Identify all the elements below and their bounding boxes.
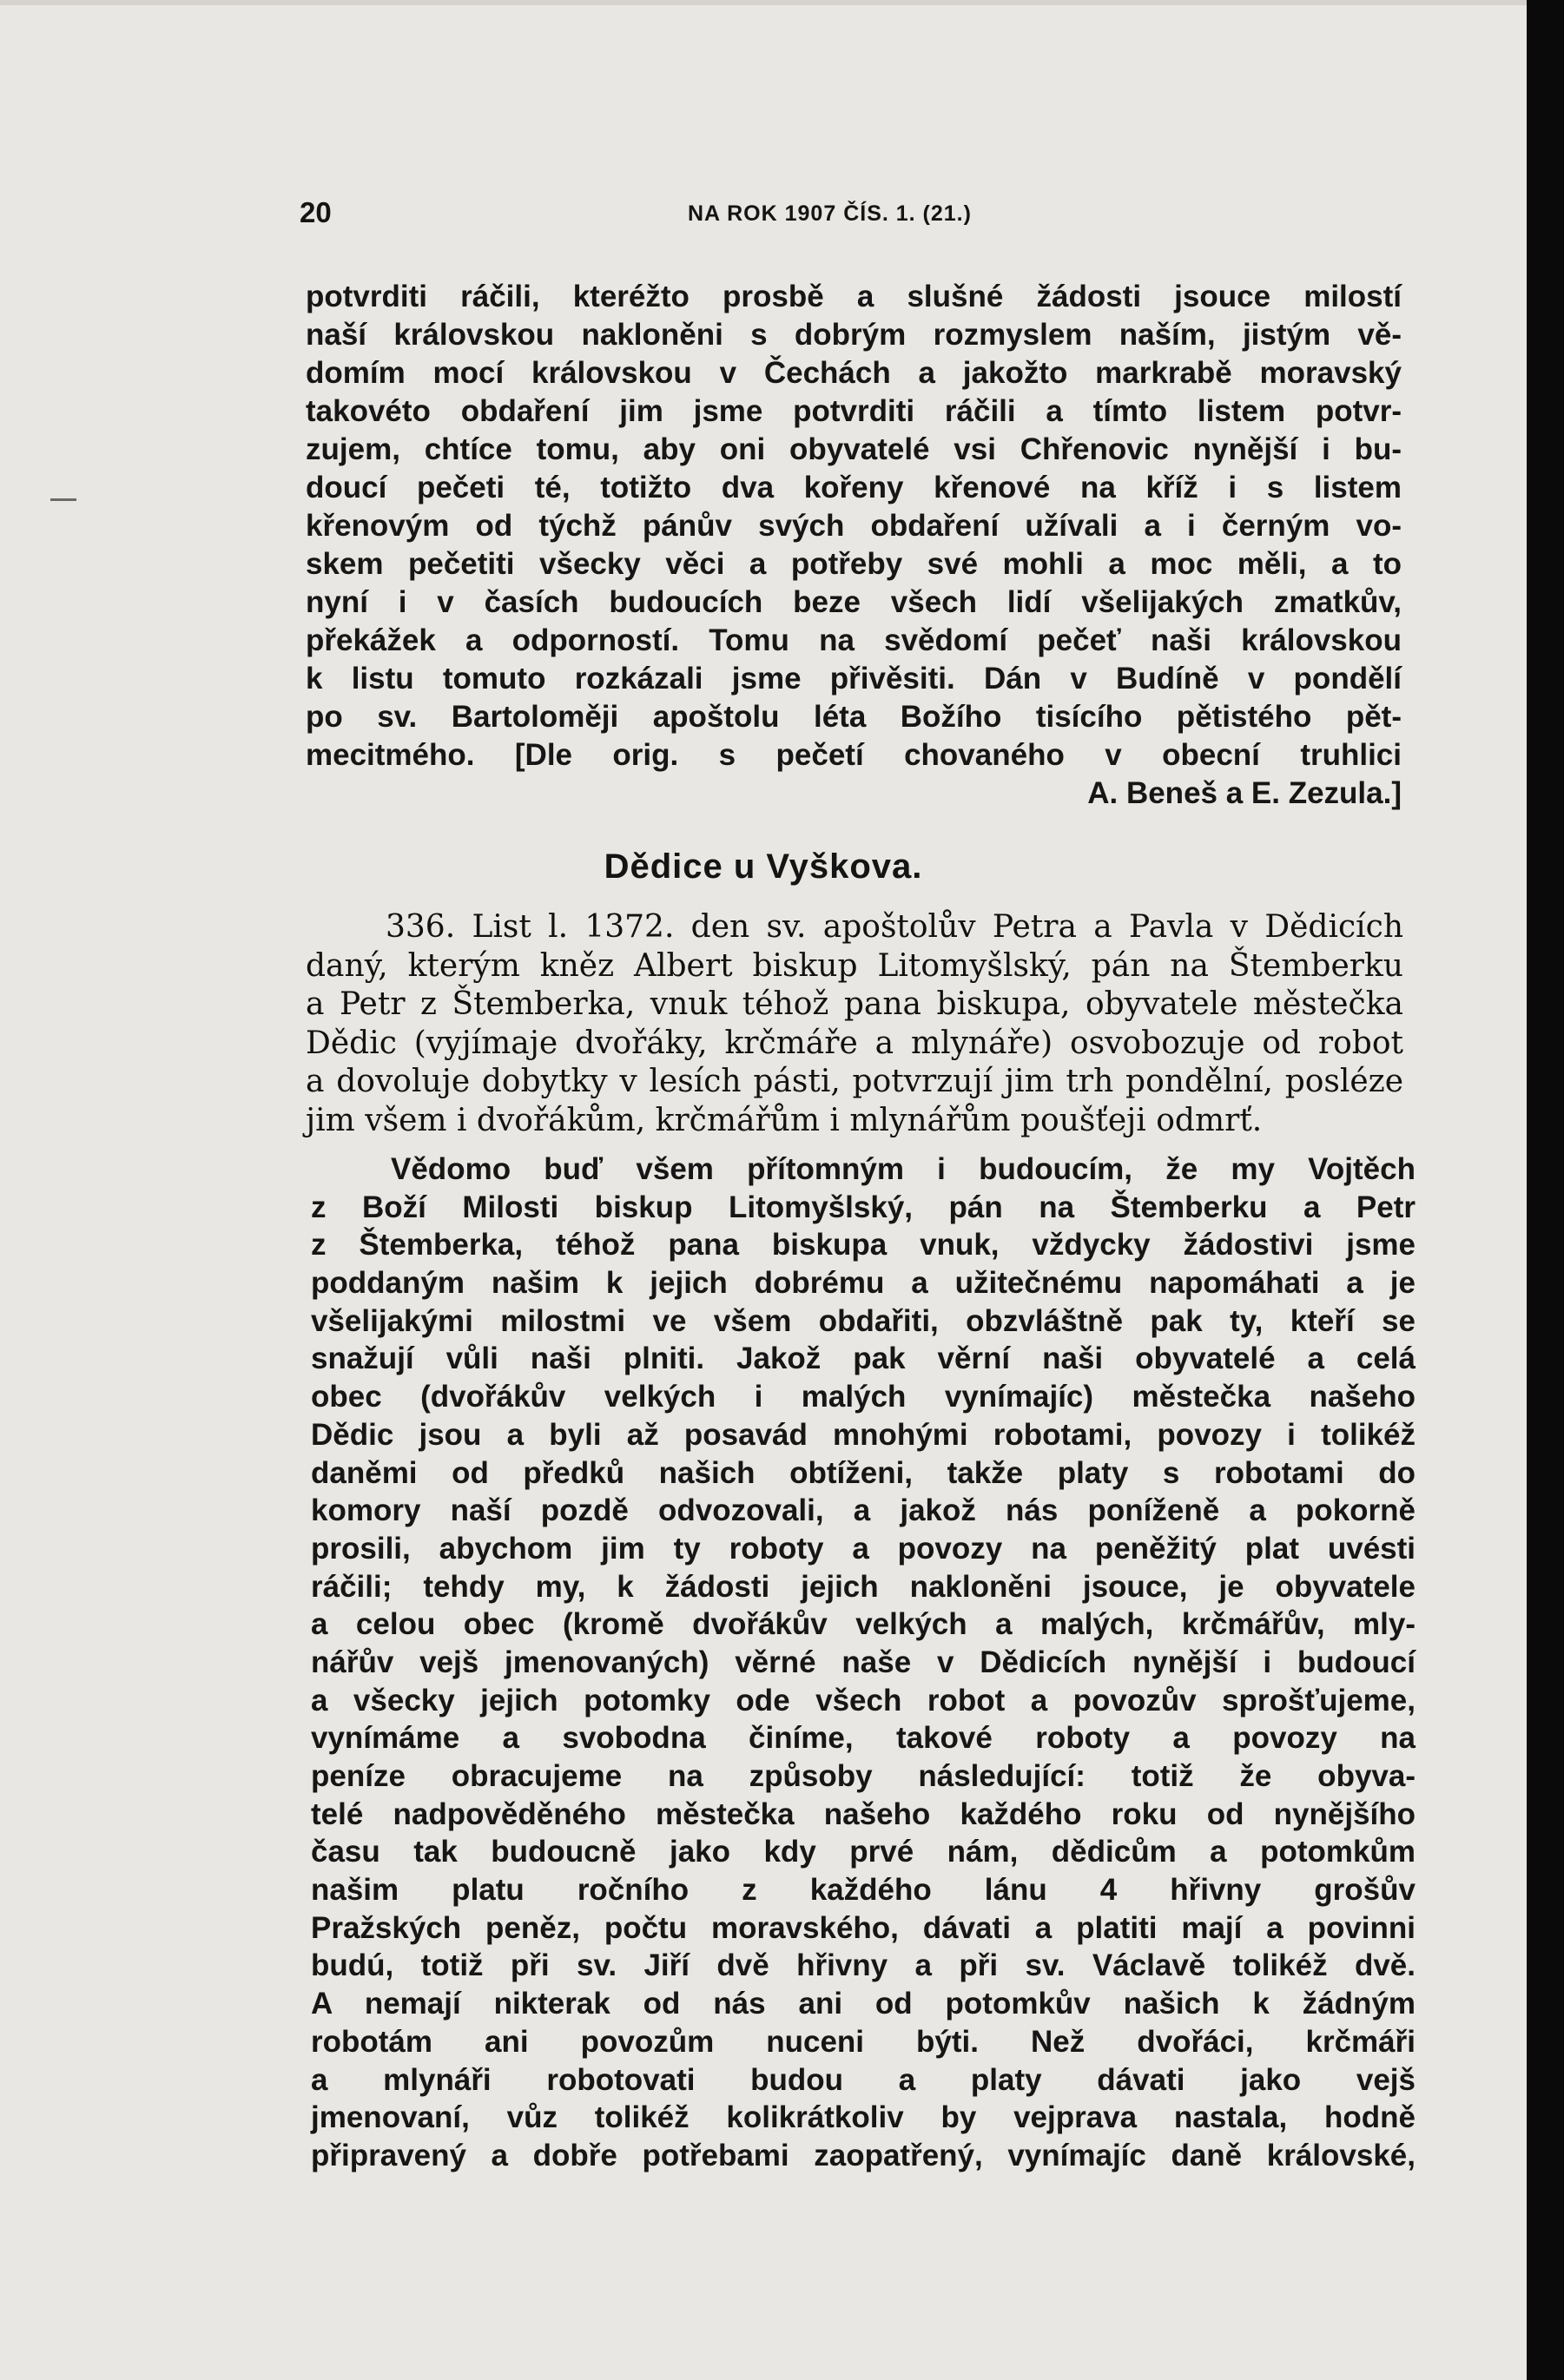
- summary-line: a dovoluje dobytky v lesích pásti, potvrzují jim trh pondělní, posléze: [306, 1064, 1403, 1099]
- section-heading: Dědice u Vyškova.: [604, 847, 923, 886]
- text-line: všelijakými milostmi ve všem obdařiti, obzvláštně pak ty, kteří se: [311, 1303, 1416, 1338]
- text-line: domím mocí královskou v Čechách a jakožto markrabě moravský: [306, 356, 1402, 390]
- text-line: nyní i v časích budoucích beze všech lidí všelijakých zmatkův,: [306, 585, 1402, 619]
- text-line: času tak budoucně jako kdy prvé nám, dědicům a potomkům: [311, 1835, 1416, 1869]
- running-title: NA ROK 1907 ČÍS. 1. (21.): [688, 201, 972, 226]
- text-line: vynímáme a svobodna činíme, takové roboty a povozy na: [311, 1721, 1416, 1756]
- text-line: a mlynáři robotovati budou a platy dávati jako vejš: [311, 2062, 1416, 2097]
- continued-paragraph: [306, 278, 1402, 813]
- text-line: ráčili; tehdy my, k žádosti jejich nakloněni jsouce, je obyvatele: [311, 1569, 1416, 1604]
- text-line: z Štemberka, téhož pana biskupa vnuk, vždycky žádostivi jsme: [311, 1228, 1416, 1263]
- summary-line: a Petr z Štemberka, vnuk téhož pana biskupa, obyvatele městečka: [306, 986, 1403, 1022]
- summary-line: 336. List l. 1372. den sv. apoštolův Petra a Pavla v Dědicích: [386, 909, 1403, 945]
- text-line: snažují vůli naši plniti. Jakož pak věrní naši obyvatelé a celá: [311, 1342, 1416, 1376]
- text-line: Vědomo buď všem přítomným i budoucím, že my Vojtěch: [391, 1152, 1416, 1186]
- text-line: mecitmého. [Dle orig. s pečetí chovaného v obecní truhlici: [306, 738, 1402, 772]
- text-line: prosili, abychom jim ty roboty a povozy na peněžitý plat uvésti: [311, 1531, 1416, 1566]
- text-line: Pražských peněz, počtu moravského, dávati a platiti mají a povinni: [311, 1910, 1416, 1945]
- text-line: telé nadpověděného městečka našeho každého roku od nynějšího: [311, 1797, 1416, 1831]
- text-line: poddaným našim k jejich dobrému a užitečnému napomáhati a je: [311, 1266, 1416, 1301]
- text-line: Dědic jsou a byli až posavád mnohými robotami, povozy i tolikéž: [311, 1417, 1416, 1452]
- text-line: a celou obec (kromě dvořákův velkých a malých, krčmářův, mly-: [311, 1607, 1416, 1642]
- text-line: křenovým od týchž pánův svých obdaření užívali a i černým vo-: [306, 509, 1402, 543]
- text-line: takovéto obdaření jim jsme potvrditi ráčili a tímto listem potvr-: [306, 394, 1402, 428]
- text-line: k listu tomuto rozkázali jsme přivěsiti. Dán v Budíně v pondělí: [306, 662, 1402, 696]
- text-line: z Boží Milosti biskup Litomyšlský, pán na Štemberku a Petr: [311, 1190, 1416, 1224]
- text-line: obec (dvořákův velkých i malých vynímajíc) městečka našeho: [311, 1380, 1416, 1414]
- text-line: nářův vejš jmenovaných) věrné naše v Dědicích nynější i budoucí: [311, 1645, 1416, 1679]
- text-line: A nemají nikterak od nás ani od potomkův našich k žádným: [311, 1987, 1416, 2021]
- text-line: připravený a dobře potřebami zaopatřený, vynímajíc daně královské,: [311, 2138, 1416, 2172]
- page-number: 20: [300, 196, 332, 228]
- text-line: peníze obracujeme na způsoby následující: totiž že obyva-: [311, 1759, 1416, 1793]
- text-line: potvrditi ráčili, kteréžto prosbě a slušné žádosti jsouce milostí: [306, 280, 1402, 313]
- summary-line: jim všem i dvořákům, krčmářům i mlynářům poušťeji odmrť.: [306, 1102, 1263, 1138]
- charter-text: [311, 1150, 1416, 2175]
- text-line: komory naší pozdě odvozovali, a jakož nás poníženě a pokorně: [311, 1493, 1416, 1528]
- text-line: budú, totiž při sv. Jiří dvě hřivny a při sv. Václavě tolikéž dvě.: [311, 1948, 1416, 1983]
- text-line: daněmi od předků našich obtíženi, takže platy s robotami do: [311, 1455, 1416, 1490]
- summary-line: Dědic (vyjímaje dvořáky, krčmáře a mlynáře) osvobozuje od robot: [306, 1025, 1403, 1061]
- document-summary: [306, 908, 1403, 1140]
- text-line: po sv. Bartoloměji apoštolu léta Božího tisícího pětistého pět-: [306, 700, 1402, 734]
- text-line: doucí pečeti té, totižto dva kořeny křenové na kříž i s listem: [306, 471, 1402, 504]
- text-line: zujem, chtíce tomu, aby oni obyvatelé vsi Chřenovic nynější i bu-: [306, 432, 1402, 466]
- text-line: naší královskou nakloněni s dobrým rozmyslem naším, jistým vě-: [306, 318, 1402, 352]
- summary-line: daný, kterým kněz Albert biskup Litomyšlský, pán na Štemberku: [306, 947, 1403, 984]
- page-edge: [0, 0, 1527, 5]
- text-line: překážek a odporností. Tomu na svědomí pečeť naši královskou: [306, 623, 1402, 657]
- text-line: našim platu ročního z každého lánu 4 hřivny grošův: [311, 1873, 1416, 1908]
- text-line: robotám ani povozům nuceni býti. Než dvořáci, krčmáři: [311, 2024, 1416, 2059]
- margin-mark: [50, 498, 76, 501]
- scan-border: [1527, 0, 1564, 2380]
- text-line: skem pečetiti všecky věci a potřeby své mohli a moc měli, a to: [306, 547, 1402, 581]
- signature: A. Beneš a E. Zezula.]: [1087, 776, 1402, 810]
- text-line: a všecky jejich potomky ode všech robot a povozův sprošťujeme,: [311, 1683, 1416, 1717]
- running-header: [0, 193, 1527, 233]
- text-line: jmenovaní, vůz tolikéž kolikrátkoliv by vejprava nastala, hodně: [311, 2100, 1416, 2135]
